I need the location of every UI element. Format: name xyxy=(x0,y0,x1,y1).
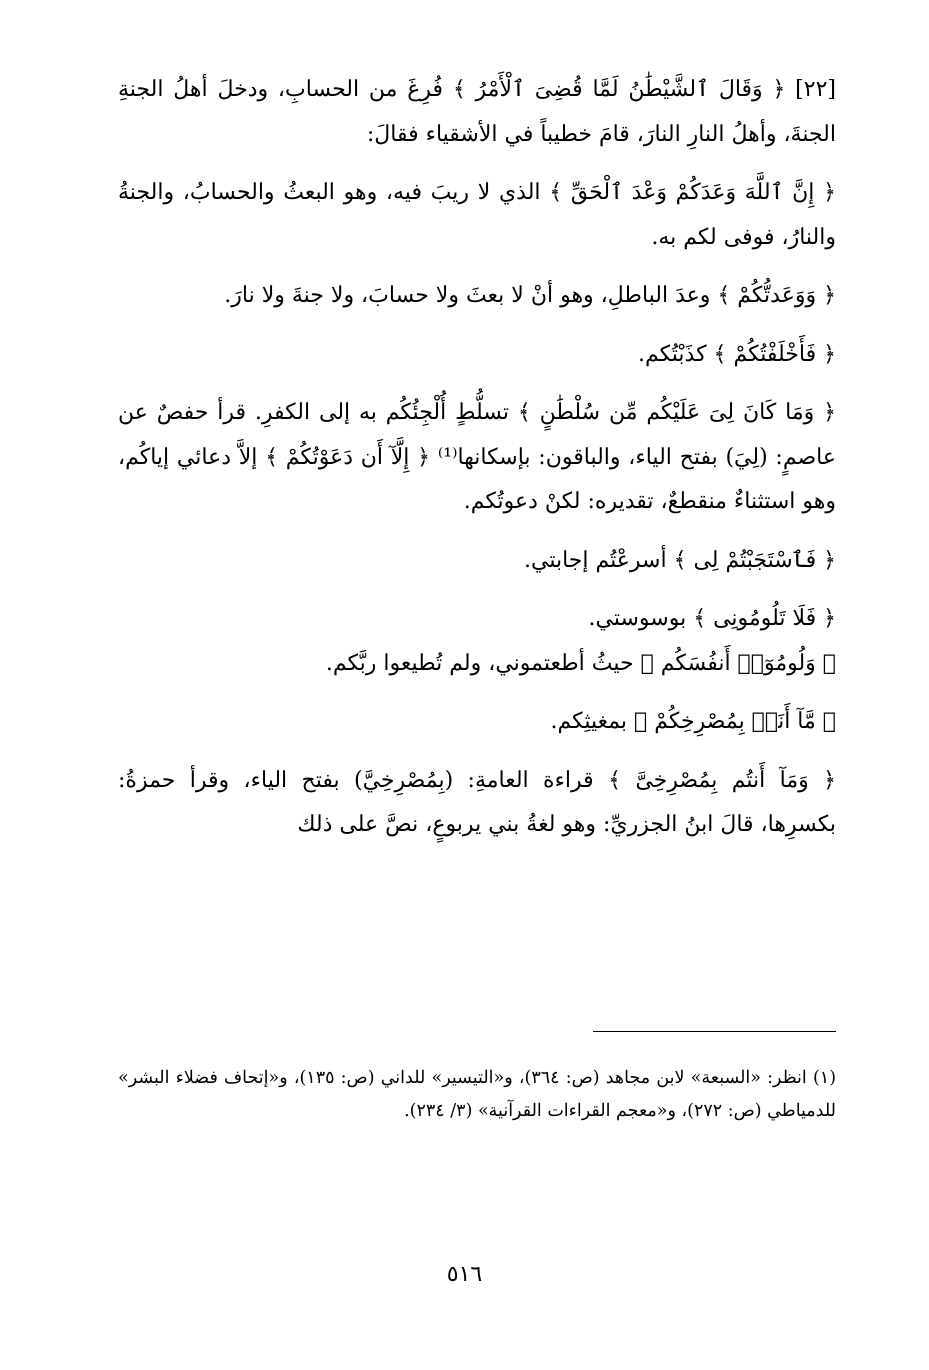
paragraph-false-promise: ﴿ وَوَعَدتُّكُمْ ﴾ وعدَ الباطلِ، وهو أنْ لا بعثَ ولا حسابَ، ولا جنةَ ولا نارَ. xyxy=(224,283,836,308)
paragraph-blame-yourselves: ﴿ وَلُومُوٓا۟ أَنفُسَكُم ﴾ حيثُ أطعتموني، ولم تُطيعوا ربَّكم. xyxy=(325,650,836,676)
paragraph-promise-of-truth: ﴿ إِنَّ ٱللَّهَ وَعَدَكُمْ وَعْدَ ٱلْحَقِّ ﴾ الذي لا ريبَ فيه، وهو البعثُ والحسابُ، والجنةُ والنارُ، فوفى لكم به. xyxy=(118,180,836,250)
paragraph-you-responded: ﴿ فَٱسْتَجَبْتُمْ لِى ﴾ أسرعْتُم إجابتي. xyxy=(524,547,836,573)
footnote-1: (١) انظر: «السبعة» لابن مجاهد (ص: ٣٦٤)، و«التيسير» للداني (ص: ١٣٥)، و«إتحاف فضلاء البشر» للدمياطي (ص: ٢٧٢)، و«معجم القراءات القرآنية» (٣/ ٢٣٤). xyxy=(118,1068,837,1121)
paragraph-do-not-blame-me: ﴿ فَلَا تَلُومُونِى ﴾ بوسوستي. xyxy=(588,606,836,631)
paragraph-you-cannot-help: ﴿ وَمَآ أَنتُم بِمُصْرِخِىَّ ﴾ قراءة العامةِ: (بِمُصْرِخِيَّ) بفتح الياء، وقرأ حمزةُ: بكسرِها، قالَ ابنُ الجزريِّ: وهو لغةُ بني يربوعٍ، نصَّ على ذلك xyxy=(118,767,836,837)
paragraph-no-authority: ﴿ وَمَا كَانَ لِىَ عَلَيْكُم مِّن سُلْطَٰنٍ ﴾ تسلُّطٍ أُلْجِئُكُم به إلى الكفرِ. قرأ حفصٌ عن عاصمٍ: (لِيَ) بفتح الياء، والباقون: بإسكانها⁽¹⁾ ﴿ إِلَّآ أَن دَعَوْتُكُمْ ﴾ إلاَّ دعائي إياكُم، وهو استثناءٌ منقطعٌ، تقديره: لكنْ دعوتُكم. xyxy=(118,400,836,514)
footnotes xyxy=(118,1062,836,1128)
paragraph-i-cannot-help: ﴿ مَّآ أَنَا۠ بِمُصْرِخِكُمْ ﴾ بمغيثِكم. xyxy=(550,709,836,734)
paragraph-i-betrayed-you: ﴿ فَأَخْلَفْتُكُمْ ﴾ كذَبْتُكم. xyxy=(638,341,836,367)
footnote-divider xyxy=(593,1031,836,1032)
paragraph-verse-22: [٢٢] ﴿ وَقَالَ ٱلشَّيْطَٰنُ لَمَّا قُضِىَ ٱلْأَمْرُ ﴾ فُرِغَ من الحسابِ، ودخلَ أهلُ الجنةِ الجنةَ، وأهلُ النارِ النارَ، قامَ خطيباً في الأشقياء فقالَ: xyxy=(118,77,836,147)
main-text xyxy=(118,68,836,848)
page-number: ٥١٦ xyxy=(446,1262,483,1287)
